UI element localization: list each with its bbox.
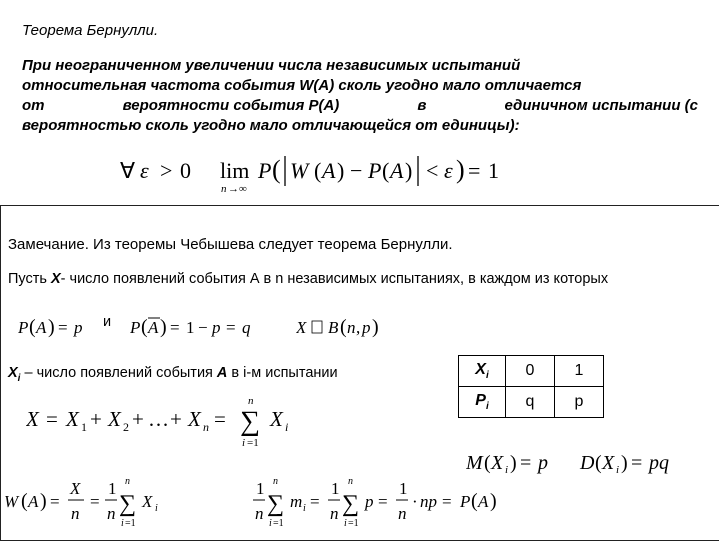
svg-text:p: p [538, 452, 548, 474]
svg-text:=: = [631, 452, 643, 474]
svg-text:∑: ∑ [119, 491, 137, 517]
svg-text:P: P [18, 318, 29, 337]
table-cell: p [555, 387, 604, 418]
svg-text:+: + [170, 407, 182, 431]
svg-text:ε: ε [444, 158, 453, 183]
svg-text:A: A [390, 158, 404, 183]
svg-text:n: n [71, 504, 80, 523]
svg-text:n: n [255, 504, 264, 523]
svg-text:A: A [322, 158, 336, 183]
svg-text:∑: ∑ [267, 491, 285, 517]
svg-text:=: = [50, 492, 60, 511]
svg-text:n: n [221, 183, 227, 195]
and-word: и [103, 314, 112, 330]
svg-text:1: 1 [488, 158, 499, 183]
statement-line-2: относительная частота события W(A) сколь угодно мало отличается [22, 77, 582, 94]
svg-text:i: i [344, 518, 347, 529]
formula-w-definition [4, 474, 164, 534]
svg-text:0: 0 [180, 158, 191, 183]
svg-text:i: i [269, 518, 272, 529]
theorem-statement [22, 56, 702, 136]
table-cell: q [506, 387, 555, 418]
svg-text:=1: =1 [348, 518, 359, 529]
svg-text:ε: ε [140, 158, 149, 183]
svg-text:n: n [107, 504, 116, 523]
svg-text:X: X [270, 407, 283, 431]
svg-text:∑: ∑ [240, 406, 260, 437]
svg-text:A: A [36, 318, 47, 337]
svg-text:n: n [125, 476, 130, 487]
svg-text:=: = [46, 407, 58, 431]
svg-text:n: n [348, 476, 353, 487]
table-header-pi: $P_i$ [459, 387, 506, 418]
svg-text:n: n [347, 318, 356, 337]
svg-text:X: X [70, 479, 81, 498]
svg-text:A: A [28, 492, 39, 511]
svg-text:i: i [505, 464, 509, 476]
svg-text:i: i [285, 420, 289, 434]
svg-text:P: P [368, 158, 382, 183]
svg-text:=: = [378, 492, 388, 511]
bernoulli-limit-formula [120, 148, 520, 196]
svg-text:=: = [520, 452, 532, 474]
xi-event: A [216, 365, 228, 381]
svg-text:1: 1 [399, 479, 408, 498]
svg-text:B: B [328, 318, 339, 337]
statement-line-3-part-3: в [417, 97, 427, 114]
xi-var: X [8, 365, 18, 381]
formula-x-binomial [296, 314, 396, 340]
svg-text:A: A [478, 492, 489, 511]
svg-text:=1: =1 [247, 437, 259, 449]
svg-text:>: > [160, 158, 173, 183]
svg-text:): ) [405, 158, 413, 183]
svg-text:): ) [372, 316, 379, 338]
statement-line-3-part-2: вероятности события P(A) [122, 97, 340, 114]
svg-text:(: ( [314, 158, 322, 183]
statement-line-1: При неограниченном увеличении числа независимых испытаний [22, 57, 521, 74]
xi-sub: i [17, 372, 21, 384]
svg-text:): ) [510, 452, 517, 474]
svg-text:): ) [160, 316, 167, 338]
svg-text:A: A [148, 318, 159, 337]
svg-text:i: i [155, 503, 158, 514]
svg-text:n: n [330, 504, 339, 523]
statement-line-4: вероятностью сколь угодно мало отличающейся от единицы): [22, 117, 520, 134]
svg-text:(: ( [484, 452, 491, 474]
svg-text:1: 1 [331, 479, 340, 498]
svg-text:n: n [248, 395, 254, 407]
svg-text:−: − [198, 318, 208, 337]
svg-text:W: W [290, 158, 309, 183]
svg-text:<: < [426, 158, 439, 183]
svg-text:np: np [420, 492, 437, 511]
distribution-table [458, 355, 604, 418]
formula-sum-x [26, 394, 296, 450]
svg-text:W: W [4, 492, 19, 511]
svg-text:lim: lim [220, 158, 250, 183]
svg-text:=: = [214, 407, 226, 431]
xi-description [8, 365, 338, 384]
svg-text:p: p [212, 318, 221, 337]
svg-text:): ) [48, 316, 55, 338]
svg-text:): ) [40, 490, 47, 512]
svg-text:=: = [442, 492, 452, 511]
remark-text: Замечание. Из теоремы Чебышева следует теорема Бернулли. [8, 236, 453, 253]
svg-text:n: n [203, 420, 209, 434]
svg-text:P: P [130, 318, 141, 337]
svg-text:X: X [296, 318, 307, 337]
svg-text:(: ( [141, 316, 148, 338]
svg-text:(: ( [471, 490, 478, 512]
svg-text:=: = [226, 318, 236, 337]
svg-text:,: , [356, 318, 361, 337]
svg-text:m: m [290, 492, 303, 511]
svg-text:pq: pq [649, 452, 669, 474]
statement-line-3-part-4: единичном испытании (с [504, 97, 698, 114]
svg-text:→∞: →∞ [228, 183, 247, 195]
formula-p-of-not-a [130, 314, 270, 340]
statement-line-3-part-1: от [22, 97, 45, 114]
svg-text:=1: =1 [125, 518, 136, 529]
svg-text:i: i [121, 518, 124, 529]
formula-p-of-a [18, 314, 98, 340]
svg-text:X: X [602, 452, 615, 474]
svg-text:−: − [350, 158, 363, 183]
svg-text:∑: ∑ [342, 491, 360, 517]
table-cell: 1 [555, 356, 604, 387]
table-header-xi: $X_i$ [459, 356, 506, 387]
svg-text:=: = [468, 158, 481, 183]
let-x-prefix: Пусть [8, 271, 51, 287]
svg-text:X: X [108, 407, 121, 431]
svg-text:X: X [142, 492, 153, 511]
svg-text:): ) [621, 452, 628, 474]
let-x-rest: - число появлений события А в n независимых испытаниях, в каждом из которых [60, 271, 609, 287]
svg-text:X: X [491, 452, 504, 474]
svg-text:(: ( [21, 490, 28, 512]
theorem-title: Теорема Бернулли. [22, 22, 159, 39]
formula-w-chain [252, 474, 532, 534]
svg-text:i: i [616, 464, 620, 476]
svg-text:n: n [398, 504, 407, 523]
svg-text:1: 1 [108, 479, 117, 498]
svg-text:M: M [466, 452, 483, 474]
svg-text:D: D [580, 452, 595, 474]
svg-text:=1: =1 [273, 518, 284, 529]
svg-text:·: · [412, 492, 418, 511]
svg-text:=: = [310, 492, 320, 511]
svg-text:): ) [490, 490, 497, 512]
svg-text:=: = [58, 318, 68, 337]
let-x-text [8, 270, 708, 288]
let-x-var: X [50, 271, 61, 287]
table-row [459, 356, 604, 387]
svg-text:P: P [460, 492, 471, 511]
svg-text:p: p [362, 318, 371, 337]
svg-text:(: ( [340, 316, 347, 338]
svg-text:1: 1 [186, 318, 195, 337]
svg-text:=: = [170, 318, 180, 337]
svg-text:X: X [188, 407, 201, 431]
table-cell: 0 [506, 356, 555, 387]
svg-text:∀: ∀ [120, 158, 136, 183]
table-row [459, 387, 604, 418]
svg-text:(: ( [595, 452, 602, 474]
svg-text:q: q [242, 318, 251, 337]
svg-text:1: 1 [81, 420, 87, 434]
svg-text:1: 1 [256, 479, 265, 498]
svg-text:n: n [273, 476, 278, 487]
svg-text:(: ( [272, 155, 281, 184]
svg-text:(: ( [382, 158, 390, 183]
svg-text:i: i [242, 437, 246, 449]
svg-text:=: = [90, 492, 100, 511]
svg-text:X: X [26, 407, 39, 431]
svg-text:P: P [258, 158, 272, 183]
svg-text:…: … [148, 407, 169, 431]
svg-text:p: p [365, 492, 374, 511]
svg-text:+: + [132, 407, 144, 431]
xi-rest-1: – число появлений события [20, 365, 217, 381]
svg-text:): ) [456, 155, 465, 184]
svg-text:2: 2 [123, 420, 129, 434]
statement-line-3 [22, 96, 698, 116]
svg-text:+: + [90, 407, 102, 431]
svg-text:X: X [66, 407, 79, 431]
svg-text:i: i [303, 503, 306, 514]
svg-text:(: ( [29, 316, 36, 338]
svg-text:p: p [74, 318, 83, 337]
xi-rest-2: в i-м испытании [227, 365, 338, 381]
svg-text:): ) [337, 158, 345, 183]
